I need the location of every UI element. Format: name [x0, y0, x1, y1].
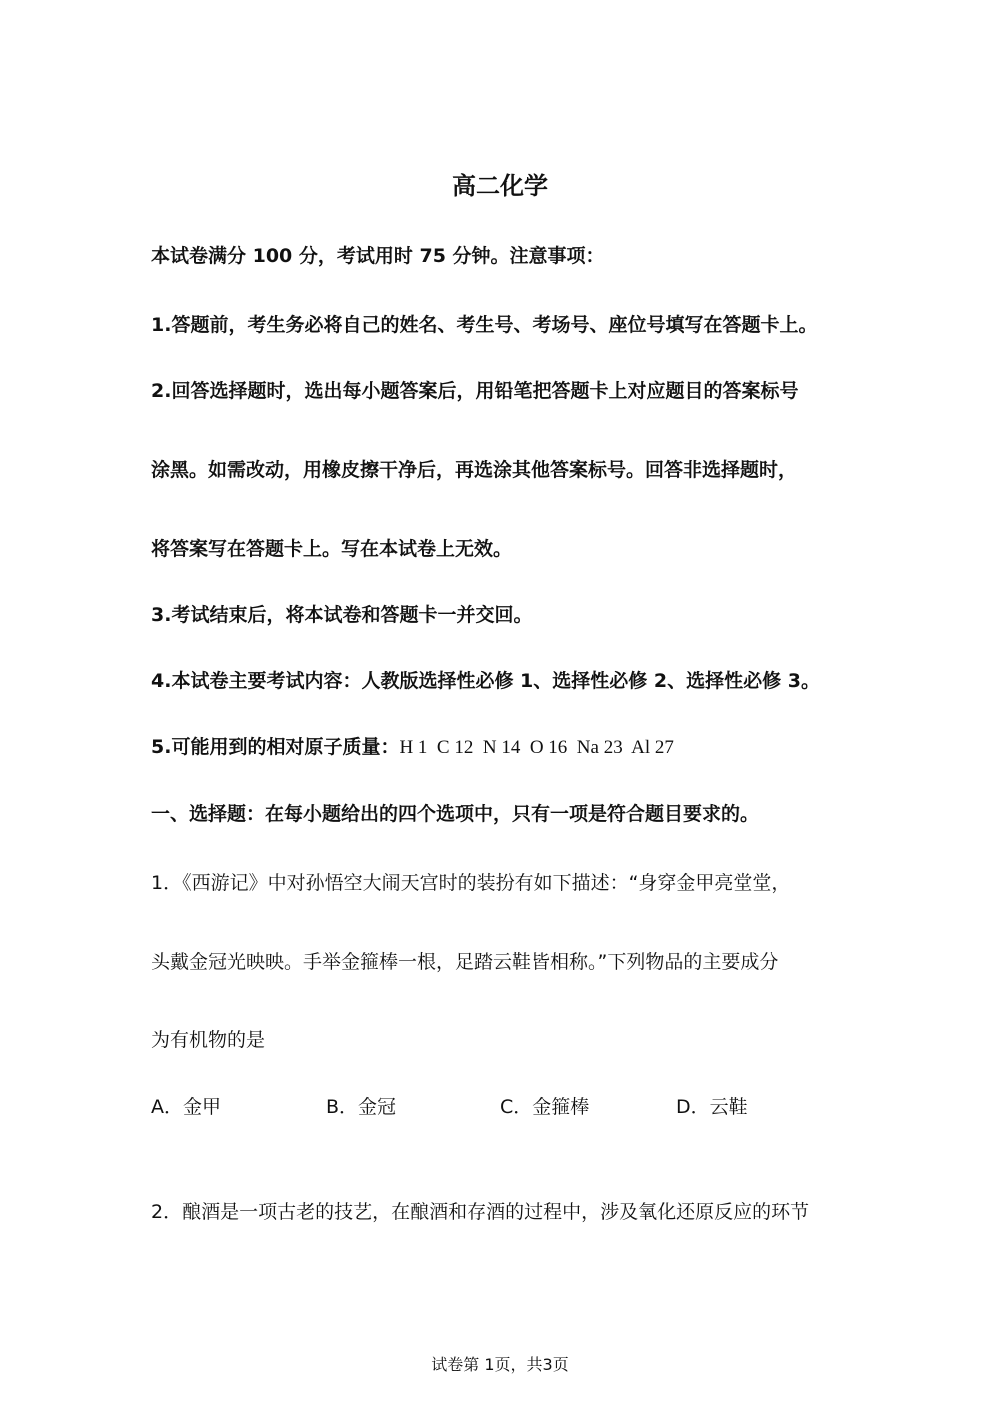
- section-heading: 一、选择题：在每小题给出的四个选项中，只有一项是符合题目要求的。: [151, 803, 760, 825]
- question-1-option-a: A．金甲: [151, 1096, 221, 1118]
- question-1-line-1: 1．《西游记》中对孙悟空大闹天宫时的装扮有如下描述：“身穿金甲亮堂堂，: [151, 872, 791, 894]
- question-1-line-2: 头戴金冠光映映。手举金箍棒一根，足踏云鞋皆相称。”下列物品的主要成分: [151, 951, 779, 973]
- atomic-mass-values: H 1 C 12 N 14 O 16 Na 23 Al 27: [399, 737, 674, 758]
- atomic-mass-label: 5.可能用到的相对原子质量：: [151, 736, 400, 758]
- page-footer: 试卷第 1页，共3页: [431, 1355, 569, 1374]
- notice-item-1: 1.答题前，考生务必将自己的姓名、考生号、考场号、座位号填写在答题卡上。: [151, 314, 818, 336]
- notice-item-5: [151, 735, 674, 760]
- notice-item-2-line-3: 将答案写在答题卡上。写在本试卷上无效。: [151, 538, 513, 560]
- notice-item-2-line-1: 2.回答选择题时，选出每小题答案后，用铅笔把答题卡上对应题目的答案标号: [151, 380, 799, 402]
- question-1-option-c: C．金箍棒: [500, 1096, 590, 1118]
- notice-item-2-line-2: 涂黑。如需改动，用橡皮擦干净后，再选涂其他答案标号。回答非选择题时，: [151, 459, 798, 481]
- question-1-option-d: D．云鞋: [676, 1096, 748, 1118]
- question-1-line-3: 为有机物的是: [151, 1029, 266, 1051]
- question-2-line-1: 2．酿酒是一项古老的技艺，在酿酒和存酒的过程中，涉及氧化还原反应的环节: [151, 1201, 810, 1223]
- notice-item-3: 3.考试结束后，将本试卷和答题卡一并交回。: [151, 604, 533, 626]
- page-title: 高二化学: [452, 172, 548, 200]
- question-1-option-b: B．金冠: [326, 1096, 397, 1118]
- notice-intro: 本试卷满分 100 分，考试用时 75 分钟。注意事项：: [151, 245, 605, 267]
- notice-item-4: 4.本试卷主要考试内容：人教版选择性必修 1、选择性必修 2、选择性必修 3。: [151, 670, 820, 692]
